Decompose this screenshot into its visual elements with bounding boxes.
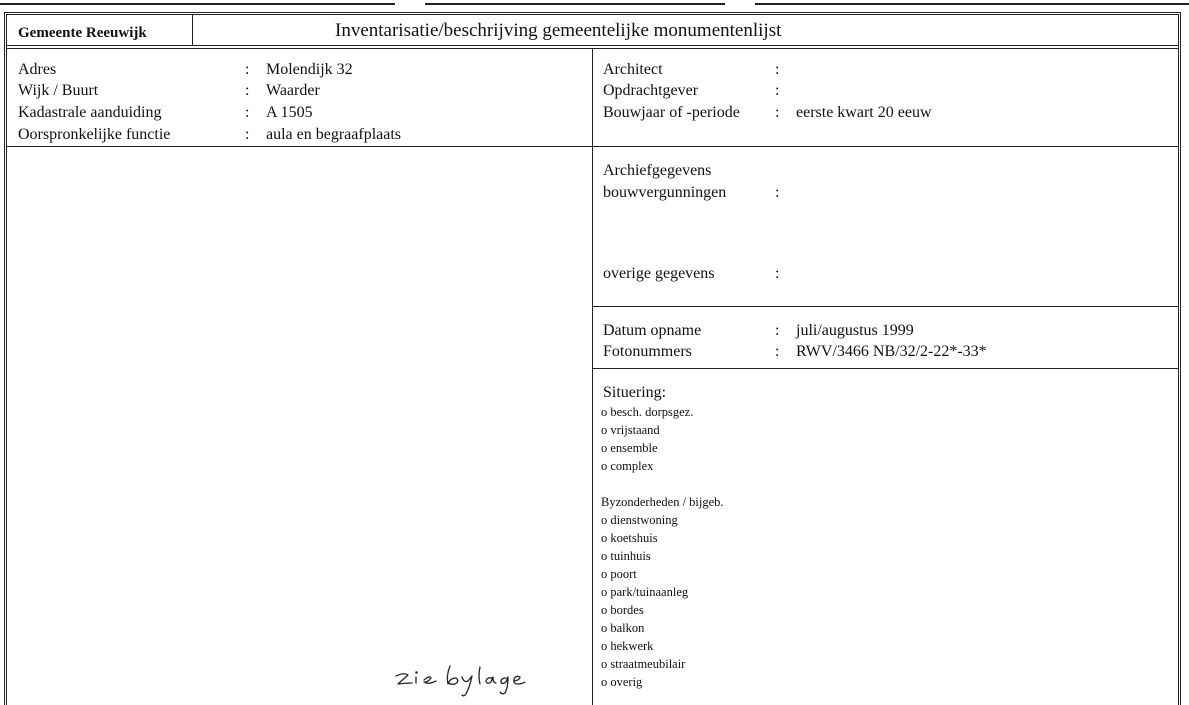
bullet-icon: o — [601, 549, 608, 563]
detail-option: o poort — [601, 567, 637, 581]
detail-option: o overig — [601, 675, 643, 689]
bullet-icon: o — [601, 441, 608, 455]
bullet-icon: o — [601, 675, 608, 689]
main-column-divider — [592, 49, 593, 705]
architect-label: Architect — [603, 61, 663, 78]
bullet-icon: o — [601, 459, 608, 473]
situation-heading: Situering: — [603, 384, 667, 401]
handwritten-note — [394, 664, 540, 698]
original-function-value: aula en begraafplaats — [266, 126, 402, 143]
bullet-icon: o — [601, 423, 608, 437]
detail-option: o tuinhuis — [601, 549, 651, 563]
archive-heading: Archiefgegevens — [603, 162, 712, 179]
detail-option: o park/tuinaanleg — [601, 585, 689, 599]
address-block-divider — [7, 146, 1178, 147]
top-border-marks — [0, 0, 1189, 8]
bullet-icon: o — [601, 621, 608, 635]
bullet-icon: o — [601, 513, 608, 527]
situation-option: o besch. dorpsgez. — [601, 405, 694, 419]
survey-block-divider — [593, 368, 1178, 369]
photo-numbers-value: RWV/3466 NB/32/2-22*-33* — [796, 343, 987, 360]
district-colon: : — [245, 82, 250, 99]
construction-period-colon: : — [775, 104, 780, 121]
address-colon: : — [245, 61, 250, 78]
other-data-colon: : — [775, 265, 780, 282]
district-label: Wijk / Buurt — [18, 82, 99, 99]
bullet-icon: o — [601, 531, 608, 545]
original-function-label: Oorspronkelijke functie — [18, 126, 171, 143]
bullet-icon: o — [601, 567, 608, 581]
district-value: Waarder — [266, 82, 320, 99]
page-title: Inventarisatie/beschrijving gemeentelijke monumentenlijst — [335, 20, 782, 41]
detail-option: o balkon — [601, 621, 645, 635]
header-divider — [7, 45, 1178, 46]
survey-date-value: juli/augustus 1999 — [796, 322, 914, 339]
cadastral-value: A 1505 — [266, 104, 313, 121]
bullet-icon: o — [601, 657, 608, 671]
situation-option: o ensemble — [601, 441, 658, 455]
address-value: Molendijk 32 — [266, 61, 353, 78]
building-permits-colon: : — [775, 184, 780, 201]
bullet-icon: o — [601, 585, 608, 599]
survey-date-colon: : — [775, 322, 780, 339]
detail-option: o koetshuis — [601, 531, 658, 545]
detail-option: o hekwerk — [601, 639, 654, 653]
header-column-divider — [192, 15, 193, 46]
address-label: Adres — [18, 61, 57, 78]
details-heading: Byzonderheden / bijgeb. — [601, 495, 724, 509]
bullet-icon: o — [601, 603, 608, 617]
architect-colon: : — [775, 61, 780, 78]
situation-option: o vrijstaand — [601, 423, 660, 437]
bullet-icon: o — [601, 405, 608, 419]
client-colon: : — [775, 82, 780, 99]
situation-option: o complex — [601, 459, 654, 473]
detail-option: o dienstwoning — [601, 513, 678, 527]
client-label: Opdrachtgever — [603, 82, 699, 99]
other-data-label: overige gegevens — [603, 265, 715, 282]
bullet-icon: o — [601, 639, 608, 653]
archive-block-divider — [593, 306, 1178, 307]
original-function-colon: : — [245, 126, 250, 143]
photo-numbers-colon: : — [775, 343, 780, 360]
detail-option: o straatmeubilair — [601, 657, 686, 671]
survey-date-label: Datum opname — [603, 322, 702, 339]
photo-numbers-label: Fotonummers — [603, 343, 692, 360]
cadastral-label: Kadastrale aanduiding — [18, 104, 162, 121]
construction-period-label: Bouwjaar of -periode — [603, 104, 740, 121]
building-permits-label: bouwvergunningen — [603, 184, 727, 201]
municipality-name: Gemeente Reeuwijk — [18, 25, 147, 41]
cadastral-colon: : — [245, 104, 250, 121]
construction-period-value: eerste kwart 20 eeuw — [796, 104, 932, 121]
detail-option: o bordes — [601, 603, 644, 617]
